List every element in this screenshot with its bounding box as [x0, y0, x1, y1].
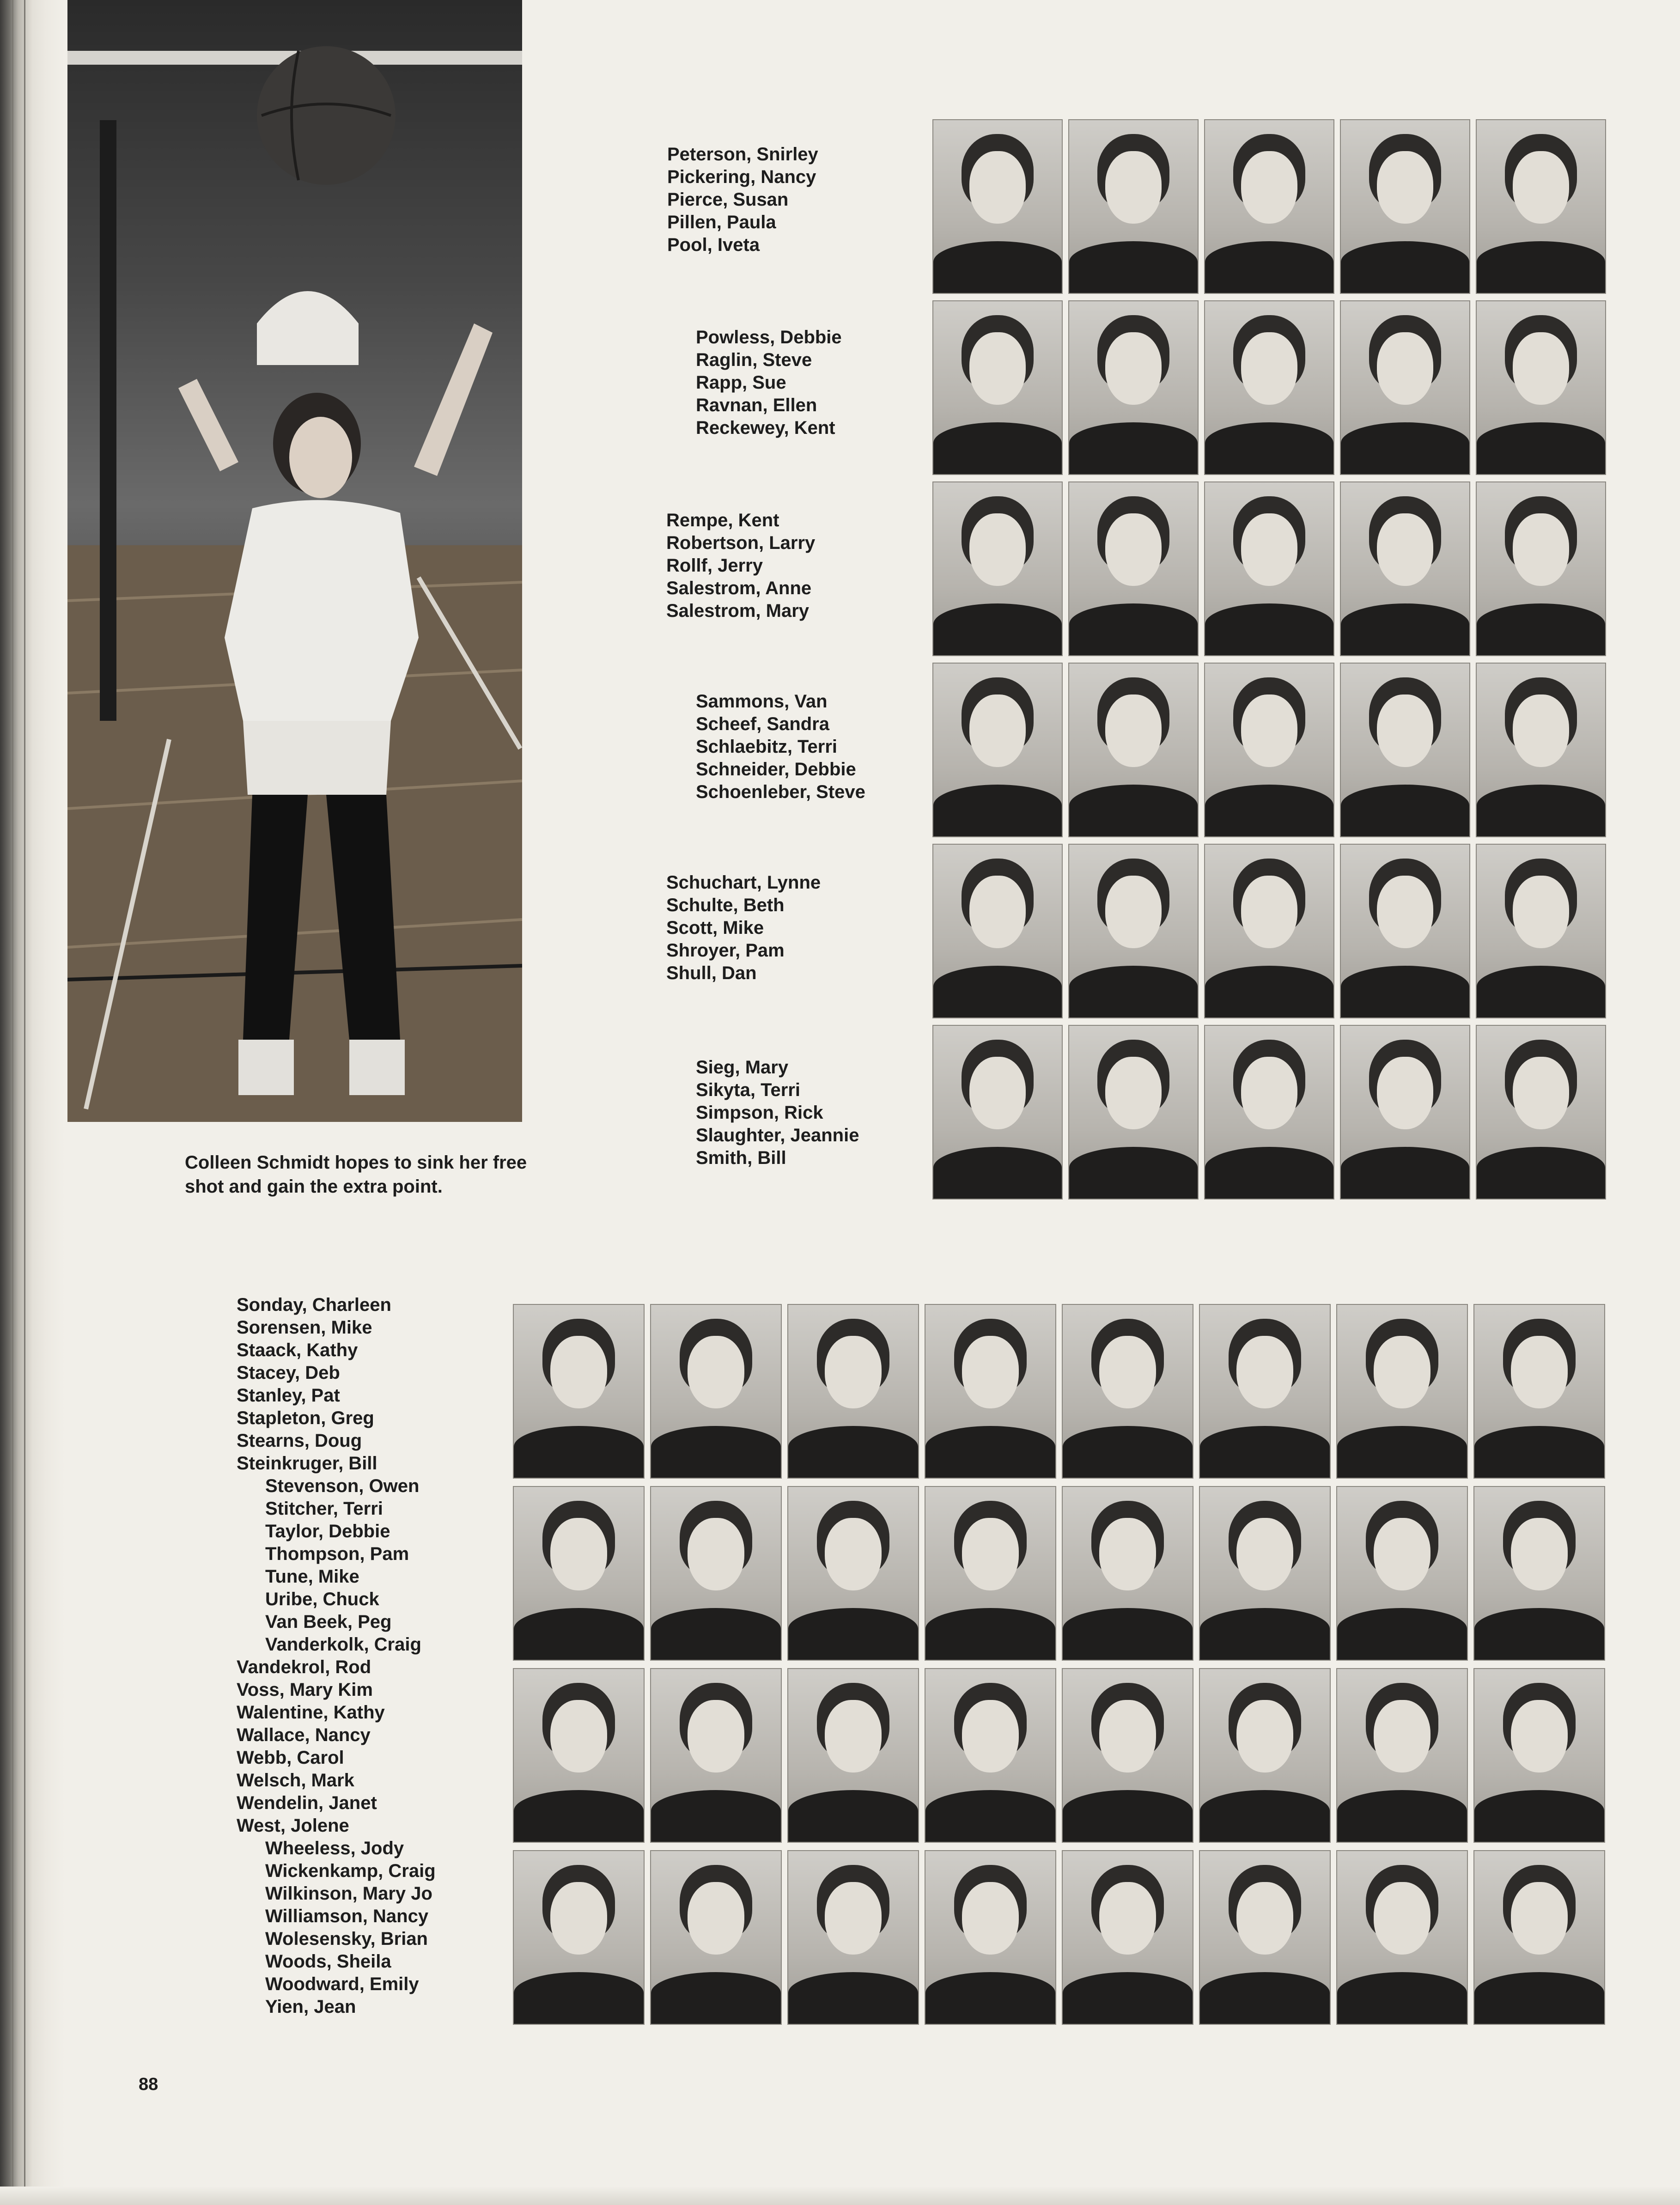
portrait-face [1377, 151, 1433, 224]
portrait-shoulders [1341, 422, 1469, 474]
student-portrait [650, 1486, 782, 1661]
page-number: 88 [139, 2075, 158, 2094]
portrait-face [1374, 1700, 1431, 1773]
portrait-shoulders [1205, 785, 1333, 836]
portrait-shoulders [1474, 1608, 1604, 1660]
student-portrait [1062, 1304, 1193, 1479]
student-portrait [925, 1668, 1056, 1843]
student-name: Robertson, Larry [666, 533, 816, 553]
portrait-face [1241, 1057, 1297, 1129]
portrait-shoulders [1477, 785, 1605, 836]
student-name: Uribe, Chuck [265, 1589, 379, 1609]
student-portrait [1204, 1025, 1334, 1200]
student-name: Welsch, Mark [237, 1770, 354, 1791]
student-name: Stevenson, Owen [265, 1476, 420, 1496]
portrait-shoulders [925, 1972, 1055, 2024]
portrait-shoulders [933, 1147, 1062, 1199]
portrait-face [1105, 876, 1162, 948]
portrait-face [1374, 1882, 1431, 1955]
portrait-shoulders [514, 1972, 644, 2024]
spine-line [24, 0, 25, 2205]
student-portrait [932, 844, 1063, 1018]
portrait-face [1105, 694, 1162, 767]
portrait-face [1099, 1518, 1157, 1590]
student-name: Stearns, Doug [237, 1431, 362, 1451]
portrait-shoulders [1341, 785, 1469, 836]
portrait-shoulders [1341, 1147, 1469, 1199]
portrait-shoulders [1337, 1608, 1467, 1660]
portrait-shoulders [788, 1426, 918, 1478]
portrait-shoulders [1063, 1972, 1193, 2024]
portrait-shoulders [514, 1608, 644, 1660]
student-name: Steinkruger, Bill [237, 1453, 377, 1474]
student-portrait [650, 1304, 782, 1479]
student-portrait [1199, 1304, 1331, 1479]
portrait-face [1513, 876, 1569, 948]
student-name: Taylor, Debbie [265, 1521, 390, 1541]
book-spine [0, 0, 65, 2205]
portrait-face [1513, 332, 1569, 405]
student-name: Vanderkolk, Craig [265, 1634, 421, 1655]
student-portrait [925, 1850, 1056, 2025]
portrait-face [550, 1882, 608, 1955]
student-portrait [932, 663, 1063, 837]
student-name: Walentine, Kathy [237, 1702, 385, 1723]
student-name: Stitcher, Terri [265, 1498, 383, 1519]
portrait-face [962, 1518, 1019, 1590]
portrait-shoulders [1205, 603, 1333, 655]
student-portrait [1340, 300, 1470, 475]
portrait-face [1236, 1518, 1294, 1590]
student-portrait [1068, 663, 1199, 837]
portrait-shoulders [651, 1972, 781, 2024]
student-portrait [1062, 1668, 1193, 1843]
student-portrait [1476, 481, 1606, 656]
portrait-shoulders [933, 422, 1062, 474]
portrait-shoulders [651, 1608, 781, 1660]
portrait-shoulders [514, 1790, 644, 1842]
portrait-shoulders [933, 966, 1062, 1017]
student-portrait [1340, 119, 1470, 294]
portrait-shoulders [788, 1790, 918, 1842]
student-name: Pickering, Nancy [667, 167, 816, 187]
portrait-face [962, 1336, 1019, 1408]
student-name: Yien, Jean [265, 1997, 356, 2017]
student-portrait [1068, 300, 1199, 475]
student-name: Salestrom, Anne [666, 578, 812, 598]
student-name: Rollf, Jerry [666, 555, 763, 576]
portrait-shoulders [1477, 1147, 1605, 1199]
student-name: Simpson, Rick [696, 1102, 823, 1123]
basketball-scene-illustration [67, 0, 522, 1122]
student-portrait [1336, 1850, 1468, 2025]
student-portrait [1476, 1025, 1606, 1200]
name-group-6 [696, 1056, 859, 1170]
student-name: Peterson, Snirley [667, 144, 818, 164]
portrait-shoulders [1341, 966, 1469, 1017]
portrait-face [550, 1700, 608, 1773]
student-portrait [1199, 1486, 1331, 1661]
portrait-face [1513, 1057, 1569, 1129]
portrait-shoulders [1063, 1608, 1193, 1660]
student-portrait [787, 1850, 919, 2025]
student-portrait [1204, 119, 1334, 294]
student-portrait [1336, 1304, 1468, 1479]
portrait-face [1377, 694, 1433, 767]
portrait-shoulders [1200, 1426, 1330, 1478]
portrait-face [1236, 1336, 1294, 1408]
student-name: Van Beek, Peg [265, 1612, 392, 1632]
portrait-shoulders [1337, 1790, 1467, 1842]
portrait-face [1377, 332, 1433, 405]
student-name: Schlaebitz, Terri [696, 737, 838, 757]
student-portrait [513, 1668, 645, 1843]
student-portrait [1336, 1668, 1468, 1843]
portrait-face [1236, 1882, 1294, 1955]
portrait-face [1241, 876, 1297, 948]
student-portrait [1336, 1486, 1468, 1661]
portrait-shoulders [1205, 1147, 1333, 1199]
student-portrait [513, 1850, 645, 2025]
student-portrait [1473, 1486, 1605, 1661]
student-portrait [1340, 481, 1470, 656]
student-portrait [925, 1304, 1056, 1479]
portrait-face [969, 876, 1026, 948]
portrait-face [1105, 513, 1162, 586]
portrait-face [962, 1882, 1019, 1955]
portrait-face [969, 1057, 1026, 1129]
student-name: Pierce, Susan [667, 189, 789, 210]
student-portrait [1473, 1850, 1605, 2025]
student-portrait [1199, 1668, 1331, 1843]
student-name: Salestrom, Mary [666, 601, 810, 621]
student-name: Pool, Iveta [667, 235, 760, 255]
student-name: Wallace, Nancy [237, 1725, 371, 1745]
portrait-face [1241, 513, 1297, 586]
portrait-face [1099, 1700, 1157, 1773]
student-name: Stanley, Pat [237, 1385, 340, 1406]
portrait-shoulders [1474, 1972, 1604, 2024]
portrait-shoulders [788, 1972, 918, 2024]
portrait-face [1511, 1700, 1568, 1773]
student-portrait [787, 1486, 919, 1661]
name-group-1 [667, 143, 818, 256]
portrait-face [550, 1336, 608, 1408]
portrait-shoulders [933, 241, 1062, 293]
portrait-shoulders [1063, 1426, 1193, 1478]
student-name: Sonday, Charleen [237, 1295, 391, 1315]
portrait-face [1377, 876, 1433, 948]
student-name: Wickenkamp, Craig [265, 1861, 436, 1881]
portrait-face [1241, 332, 1297, 405]
student-name: Vandekrol, Rod [237, 1657, 371, 1677]
basketball-action-photo [67, 0, 522, 1122]
student-name: Woodward, Emily [265, 1974, 419, 1994]
portrait-shoulders [1337, 1972, 1467, 2024]
portrait-shoulders [1069, 603, 1198, 655]
portrait-shoulders [1069, 785, 1198, 836]
portrait-face [1099, 1336, 1157, 1408]
portrait-face [1105, 1057, 1162, 1129]
student-name: Schneider, Debbie [696, 759, 856, 780]
student-portrait [925, 1486, 1056, 1661]
student-portrait [1204, 300, 1334, 475]
portrait-face [962, 1700, 1019, 1773]
student-name: Sieg, Mary [696, 1057, 789, 1078]
student-portrait [1199, 1850, 1331, 2025]
student-portrait [1204, 844, 1334, 1018]
student-portrait [650, 1668, 782, 1843]
student-name: Powless, Debbie [696, 327, 842, 347]
student-name: Webb, Carol [237, 1748, 344, 1768]
portrait-face [688, 1518, 745, 1590]
student-name: Ravnan, Ellen [696, 395, 817, 415]
student-name: Pillen, Paula [667, 212, 776, 232]
student-portrait [1204, 481, 1334, 656]
student-portrait [1476, 844, 1606, 1018]
student-name: Wheeless, Jody [265, 1838, 404, 1858]
portrait-face [1236, 1700, 1294, 1773]
student-portrait [1476, 300, 1606, 475]
portrait-shoulders [933, 603, 1062, 655]
student-name: Schoenleber, Steve [696, 782, 865, 802]
student-name: Wolesensky, Brian [265, 1929, 428, 1949]
portrait-face [1374, 1336, 1431, 1408]
student-name: West, Jolene [237, 1815, 349, 1836]
portrait-shoulders [1200, 1608, 1330, 1660]
portrait-shoulders [1205, 241, 1333, 293]
portrait-face [1377, 1057, 1433, 1129]
portrait-shoulders [1337, 1426, 1467, 1478]
top-portrait-grid [932, 119, 1606, 1200]
student-portrait [932, 481, 1063, 656]
student-name: Wilkinson, Mary Jo [265, 1883, 432, 1904]
student-name: Scheef, Sandra [696, 714, 830, 734]
student-name: Tune, Mike [265, 1566, 359, 1587]
portrait-face [1099, 1882, 1157, 1955]
portrait-shoulders [1200, 1790, 1330, 1842]
portrait-shoulders [925, 1426, 1055, 1478]
student-name: Shull, Dan [666, 963, 757, 983]
portrait-shoulders [925, 1608, 1055, 1660]
portrait-face [1513, 513, 1569, 586]
portrait-face [825, 1336, 882, 1408]
portrait-shoulders [651, 1426, 781, 1478]
portrait-shoulders [1200, 1972, 1330, 2024]
spine-line [12, 0, 13, 2205]
bottom-portrait-grid [513, 1304, 1605, 2025]
student-name: Schulte, Beth [666, 895, 785, 915]
student-name: Smith, Bill [696, 1148, 786, 1168]
portrait-face [1377, 513, 1433, 586]
portrait-face [825, 1700, 882, 1773]
student-portrait [932, 1025, 1063, 1200]
student-name: Staack, Kathy [237, 1340, 358, 1360]
student-name: Scott, Mike [666, 918, 764, 938]
student-name: Raglin, Steve [696, 350, 812, 370]
student-name: Sorensen, Mike [237, 1317, 372, 1338]
student-portrait [513, 1304, 645, 1479]
portrait-face [825, 1882, 882, 1955]
student-portrait [1062, 1850, 1193, 2025]
student-portrait [1068, 119, 1199, 294]
portrait-shoulders [1477, 603, 1605, 655]
portrait-face [969, 332, 1026, 405]
portrait-shoulders [1069, 966, 1198, 1017]
portrait-face [1511, 1882, 1568, 1955]
name-group-2 [696, 326, 842, 439]
student-portrait [932, 119, 1063, 294]
portrait-shoulders [1474, 1790, 1604, 1842]
student-name: Shroyer, Pam [666, 940, 785, 961]
student-portrait [650, 1850, 782, 2025]
student-name: Stacey, Deb [237, 1363, 340, 1383]
portrait-face [688, 1882, 745, 1955]
student-portrait [1068, 1025, 1199, 1200]
student-portrait [787, 1668, 919, 1843]
portrait-shoulders [1069, 422, 1198, 474]
name-group-5 [666, 871, 821, 985]
student-portrait [1068, 844, 1199, 1018]
student-portrait [1476, 119, 1606, 294]
portrait-shoulders [1205, 966, 1333, 1017]
photo-caption: Colleen Schmidt hopes to sink her free shot and gain the extra point. [185, 1152, 527, 1197]
portrait-shoulders [925, 1790, 1055, 1842]
student-portrait [513, 1486, 645, 1661]
bottom-name-list [237, 1294, 436, 2018]
student-name: Thompson, Pam [265, 1544, 409, 1564]
portrait-shoulders [1477, 966, 1605, 1017]
portrait-face [1513, 151, 1569, 224]
portrait-face [1511, 1336, 1568, 1408]
portrait-face [1513, 694, 1569, 767]
student-portrait [1340, 1025, 1470, 1200]
portrait-face [969, 151, 1026, 224]
portrait-face [550, 1518, 608, 1590]
student-name: Rapp, Sue [696, 372, 786, 393]
portrait-shoulders [1341, 603, 1469, 655]
student-portrait [1473, 1304, 1605, 1479]
portrait-face [688, 1336, 745, 1408]
student-name: Woods, Sheila [265, 1951, 391, 1972]
portrait-face [969, 694, 1026, 767]
portrait-shoulders [1205, 422, 1333, 474]
student-portrait [1340, 844, 1470, 1018]
portrait-shoulders [1063, 1790, 1193, 1842]
student-name: Rempe, Kent [666, 510, 779, 530]
portrait-shoulders [1341, 241, 1469, 293]
portrait-face [1241, 694, 1297, 767]
student-portrait [1068, 481, 1199, 656]
student-portrait [1204, 663, 1334, 837]
page-bottom-edge [0, 2187, 1680, 2205]
portrait-shoulders [1474, 1426, 1604, 1478]
student-portrait [1340, 663, 1470, 837]
name-group-3 [666, 509, 815, 622]
name-group-4 [696, 690, 865, 804]
portrait-shoulders [1069, 1147, 1198, 1199]
student-portrait [1473, 1668, 1605, 1843]
portrait-face [1105, 332, 1162, 405]
student-portrait [932, 300, 1063, 475]
portrait-shoulders [933, 785, 1062, 836]
student-name: Williamson, Nancy [265, 1906, 429, 1926]
portrait-shoulders [514, 1426, 644, 1478]
portrait-shoulders [1069, 241, 1198, 293]
portrait-face [688, 1700, 745, 1773]
student-name: Wendelin, Janet [237, 1793, 377, 1813]
student-name: Sikyta, Terri [696, 1080, 801, 1100]
portrait-shoulders [1477, 422, 1605, 474]
portrait-face [1511, 1518, 1568, 1590]
student-portrait [1476, 663, 1606, 837]
portrait-face [969, 513, 1026, 586]
portrait-face [825, 1518, 882, 1590]
portrait-face [1374, 1518, 1431, 1590]
student-name: Stapleton, Greg [237, 1408, 374, 1428]
portrait-shoulders [788, 1608, 918, 1660]
student-name: Sammons, Van [696, 691, 828, 712]
portrait-shoulders [651, 1790, 781, 1842]
portrait-face [1241, 151, 1297, 224]
student-name: Voss, Mary Kim [237, 1680, 373, 1700]
student-portrait [1062, 1486, 1193, 1661]
portrait-shoulders [1477, 241, 1605, 293]
student-name: Slaughter, Jeannie [696, 1125, 859, 1145]
student-name: Reckewey, Kent [696, 418, 835, 438]
portrait-face [1105, 151, 1162, 224]
student-name: Schuchart, Lynne [666, 872, 821, 893]
student-portrait [787, 1304, 919, 1479]
